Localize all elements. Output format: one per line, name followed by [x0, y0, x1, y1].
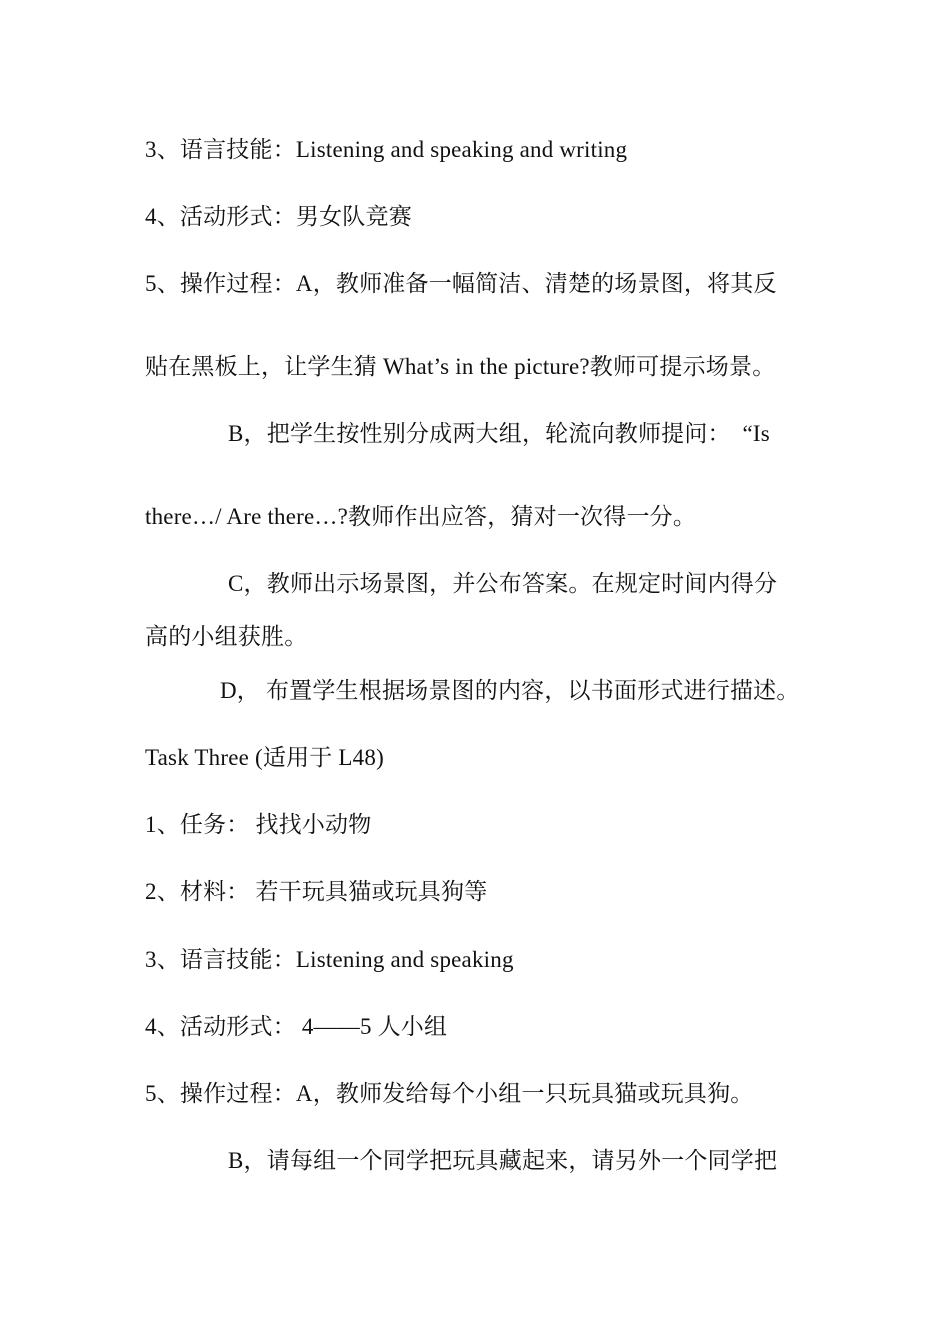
text-line: C，教师出示场景图，并公布答案。在规定时间内得分 — [228, 571, 778, 596]
text-line: 高的小组获胜。 — [145, 624, 308, 649]
text-line: 1、任务： 找找小动物 — [145, 812, 372, 837]
text-line: 4、活动形式： 4——5 人小组 — [145, 1014, 448, 1039]
text-line: 5、操作过程：A，教师准备一幅简洁、清楚的场景图，将其反 — [145, 271, 777, 296]
text-line: 5、操作过程：A，教师发给每个小组一只玩具猫或玩具狗。 — [145, 1081, 754, 1106]
text-line: 3、语言技能：Listening and speaking — [145, 947, 514, 972]
text-line: D， 布置学生根据场景图的内容，以书面形式进行描述。 — [220, 678, 800, 703]
text-line: 贴在黑板上，让学生猜 What’s in the picture?教师可提示场景。 — [145, 354, 776, 379]
text-line: 2、材料： 若干玩具猫或玩具狗等 — [145, 879, 488, 904]
text-line: B，请每组一个同学把玩具藏起来，请另外一个同学把 — [228, 1148, 778, 1173]
text-line: 4、活动形式：男女队竞赛 — [145, 204, 412, 229]
section-heading: Task Three (适用于 L48) — [145, 745, 384, 770]
text-line: B，把学生按性别分成两大组，轮流向教师提问： “Is — [228, 421, 770, 446]
text-line: 3、语言技能：Listening and speaking and writing — [145, 137, 628, 162]
text-line: there…/ Are there…?教师作出应答，猜对一次得一分。 — [145, 504, 697, 529]
